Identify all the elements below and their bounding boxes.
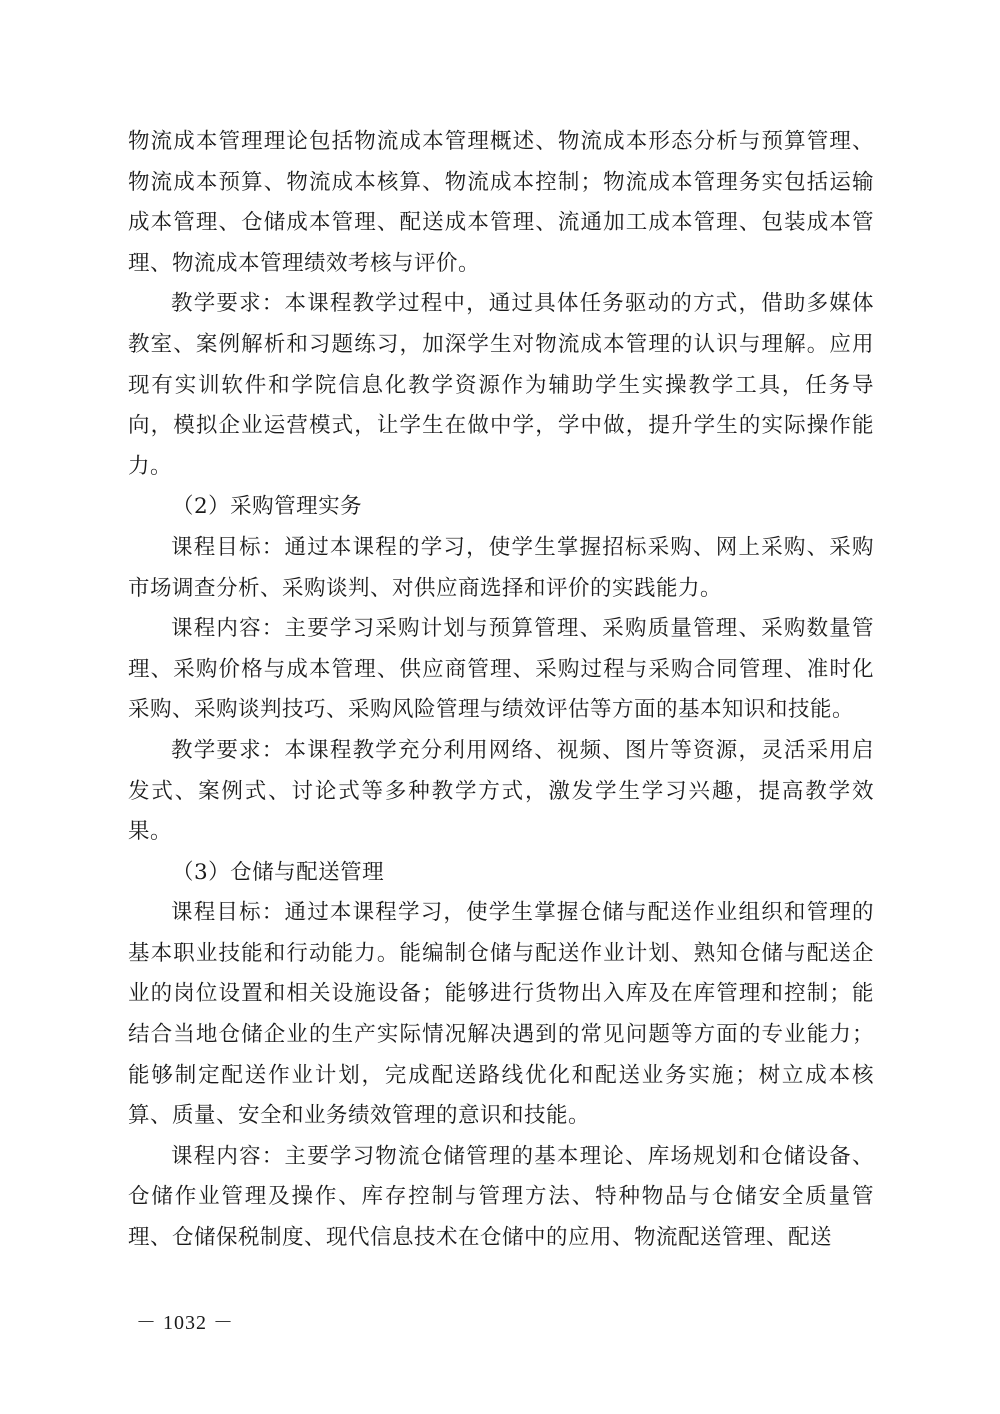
paragraph-course-content-2: 课程内容：主要学习采购计划与预算管理、采购质量管理、采购数量管理、采购价格与成本管理、供应商管理、采购过程与采购合同管理、准时化采购、采购谈判技巧、采购风险管理与绩效评估等方面的基本知识和技能。 <box>128 616 874 723</box>
paragraph-cost-theory: 物流成本管理理论包括物流成本管理概述、物流成本形态分析与预算管理、物流成本预算、物流成本核算、物流成本控制；物流成本管理务实包括运输成本管理、仓储成本管理、配送成本管理、流通加工成本管理、包装成本管理、物流成本管理绩效考核与评价。 <box>128 129 874 276</box>
heading-procurement-practice: （2）采购管理实务 <box>172 494 363 520</box>
paragraph-course-objective-3: 课程目标：通过本课程学习，使学生掌握仓储与配送作业组织和管理的基本职业技能和行动能力。能编制仓储与配送作业计划、熟知仓储与配送企业的岗位设置和相关设施设备；能够进行货物出入库及在库管理和控制；能结合当地仓储企业的生产实际情况解决遇到的常见问题等方面的专业能力；能够制定配送作业计划，完成配送路线优化和配送业务实施；树立成本核算、质量、安全和业务绩效管理的意识和技能。 <box>128 900 874 1129</box>
heading-warehousing-distribution: （3）仓储与配送管理 <box>172 859 385 885</box>
paragraph-course-content-3: 课程内容：主要学习物流仓储管理的基本理论、库场规划和仓储设备、仓储作业管理及操作、库存控制与管理方法、特种物品与仓储安全质量管理、仓储保税制度、现代信息技术在仓储中的应用、物流配送管理、配送 <box>128 1143 874 1251</box>
paragraph-teaching-requirements-2: 教学要求：本课程教学充分利用网络、视频、图片等资源，灵活采用启发式、案例式、讨论式等多种教学方式，激发学生学习兴趣，提高教学效果。 <box>128 737 874 845</box>
page-number: － 1032 － <box>136 1312 234 1334</box>
paragraph-course-objective-2: 课程目标：通过本课程的学习，使学生掌握招标采购、网上采购、采购市场调查分析、采购谈判、对供应商选择和评价的实践能力。 <box>128 534 874 601</box>
paragraph-teaching-requirements-1: 教学要求：本课程教学过程中，通过具体任务驱动的方式，借助多媒体教室、案例解析和习题练习，加深学生对物流成本管理的认识与理解。应用现有实训软件和学院信息化教学资源作为辅助学生实操教学工具，任务导向，模拟企业运营模式，让学生在做中学，学中做，提升学生的实际操作能力。 <box>128 291 874 479</box>
document-body <box>128 122 874 1259</box>
